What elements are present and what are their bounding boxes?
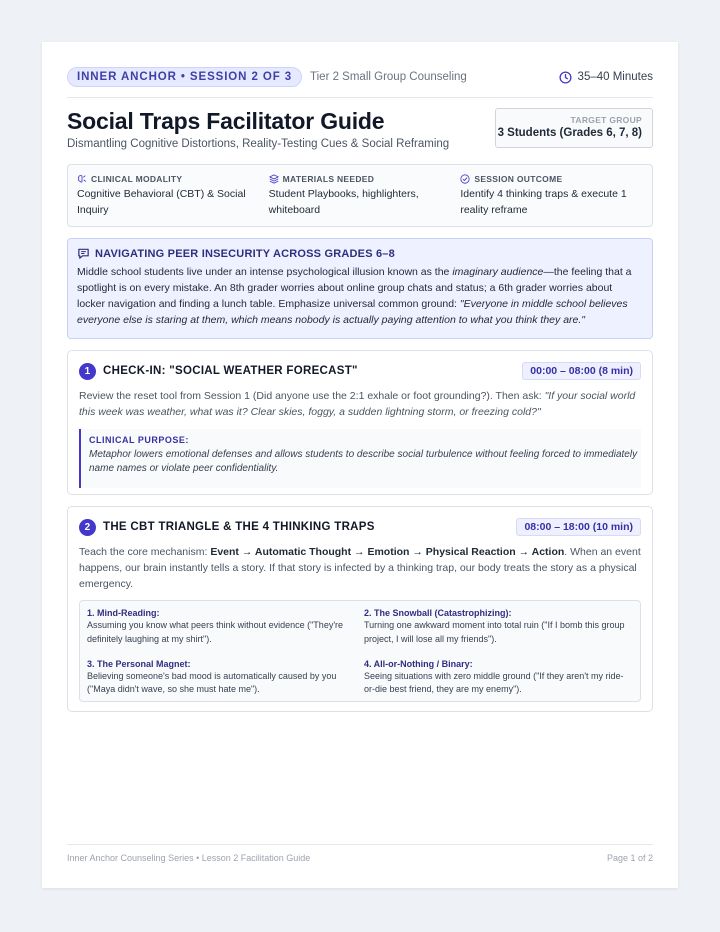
title-section (67, 98, 653, 164)
time-badge: 08:00 – 18:00 (10 min) (516, 518, 641, 536)
info-session-outcome: SESSION OUTCOME Identify 4 thinking traps & execute 1 reality reframe (460, 174, 652, 226)
clinical-purpose (79, 429, 641, 488)
trap-item: 4. All-or-Nothing / Binary: Seeing situations with zero middle ground ("If they aren't my ride-or-die best friend, they are my enemy"). (364, 658, 624, 694)
trap-item: 2. The Snowball (Catastrophizing): Turning one awkward moment into total ruin ("If I bomb this group project, I will lose all my friends"). (364, 608, 625, 644)
page-number: Page 1 of 2 (606, 853, 653, 863)
session-duration (559, 71, 653, 84)
series-badge: INNER ANCHOR • SESSION 2 OF 3 (67, 67, 302, 87)
section-title: THE CBT TRIANGLE & THE 4 THINKING TRAPS (103, 521, 375, 533)
target-group-value: 3 Students (Grades 6, 7, 8) (497, 127, 642, 139)
time-badge: 00:00 – 08:00 (8 min) (522, 362, 641, 380)
brain-icon (77, 174, 87, 184)
callout-quote: "Everyone in middle school believes everyone else is staring at them, which means nobody is actually paying attention to what you think they are." (77, 298, 628, 326)
clinical-purpose-text: Metaphor lowers emotional defenses and allows students to describe social turbulence without feeling forced to immediately name names or violate peer confidentiality. (89, 449, 638, 474)
session-info-box (67, 164, 653, 227)
step-number: 2 (79, 519, 96, 536)
target-group-label: TARGET GROUP (570, 115, 642, 125)
page-subtitle: Dismantling Cognitive Distortions, Reality-Testing Cues & Social Reframing (67, 138, 450, 150)
page-title: Social Traps Facilitator Guide (67, 108, 385, 134)
trap-item: 1. Mind-Reading: Assuming you know what peers think without evidence ("They're definitely laughing at my shirt"). (87, 608, 344, 644)
thinking-traps-grid (79, 600, 641, 702)
tier-label: Tier 2 Small Group Counseling (310, 71, 467, 83)
trap-item: 3. The Personal Magnet: Believing someone's bad mood is automatically caused by you ("Maya didn't wave, so she must hate me"). (87, 658, 337, 694)
info-materials: MATERIALS NEEDED Student Playbooks, highlighters, whiteboard (269, 174, 461, 226)
layers-icon (269, 174, 279, 184)
footer-series: Inner Anchor Counseling Series • Lesson 2 Facilitation Guide (67, 853, 311, 863)
section-body: Teach the core mechanism: Event → Automatic Thought → Emotion → Physical Reaction → Action. When an event happens, our brain instantly tells a story. If that story is infected by a thinking trap, our body treats the story as a physical emergency. (79, 546, 641, 590)
clinical-purpose-label: CLINICAL PURPOSE: (89, 435, 189, 445)
step-number: 1 (79, 363, 96, 380)
document-page (42, 42, 678, 888)
info-text: Identify 4 thinking traps & execute 1 reality reframe (460, 188, 627, 216)
section-title: CHECK-IN: "SOCIAL WEATHER FORECAST" (103, 365, 358, 377)
duration-text: 35–40 Minutes (577, 71, 653, 83)
section-cbt-triangle (67, 506, 653, 712)
peer-insecurity-callout (67, 238, 653, 339)
callout-text: Middle school students live under an intense psychological illusion known as the imaginary audience—the feeling that a spotlight is on every mistake. An 8th grader worries about online group chats and status; a 6th grader worries about locker navigation and finding a lunch table. Emphasize universal common ground: "Everyone in middle school believes everyone else is staring at them, which means nobody is actually paying attention to what you think they are." (77, 266, 632, 326)
chat-icon (77, 247, 90, 260)
check-circle-icon (460, 174, 470, 184)
info-clinical-modality: CLINICAL MODALITY Cognitive Behavioral (CBT) & Social Inquiry (77, 174, 269, 226)
clock-icon (559, 71, 572, 84)
info-text: Student Playbooks, highlighters, whiteboard (268, 188, 419, 216)
page-footer (67, 844, 653, 863)
header-bar (67, 67, 653, 87)
section-check-in (67, 350, 653, 495)
callout-title: NAVIGATING PEER INSECURITY ACROSS GRADES 6–8 (95, 247, 395, 260)
target-group-box (495, 108, 653, 148)
info-text: Cognitive Behavioral (CBT) & Social Inquiry (77, 188, 246, 216)
section-body: Review the reset tool from Session 1 (Did anyone use the 2:1 exhale or foot grounding?). Then ask: "If your social world this week was weather, what was it? Clear skies, foggy, a sudden lightning storm, or freezing cold?" (79, 390, 636, 418)
